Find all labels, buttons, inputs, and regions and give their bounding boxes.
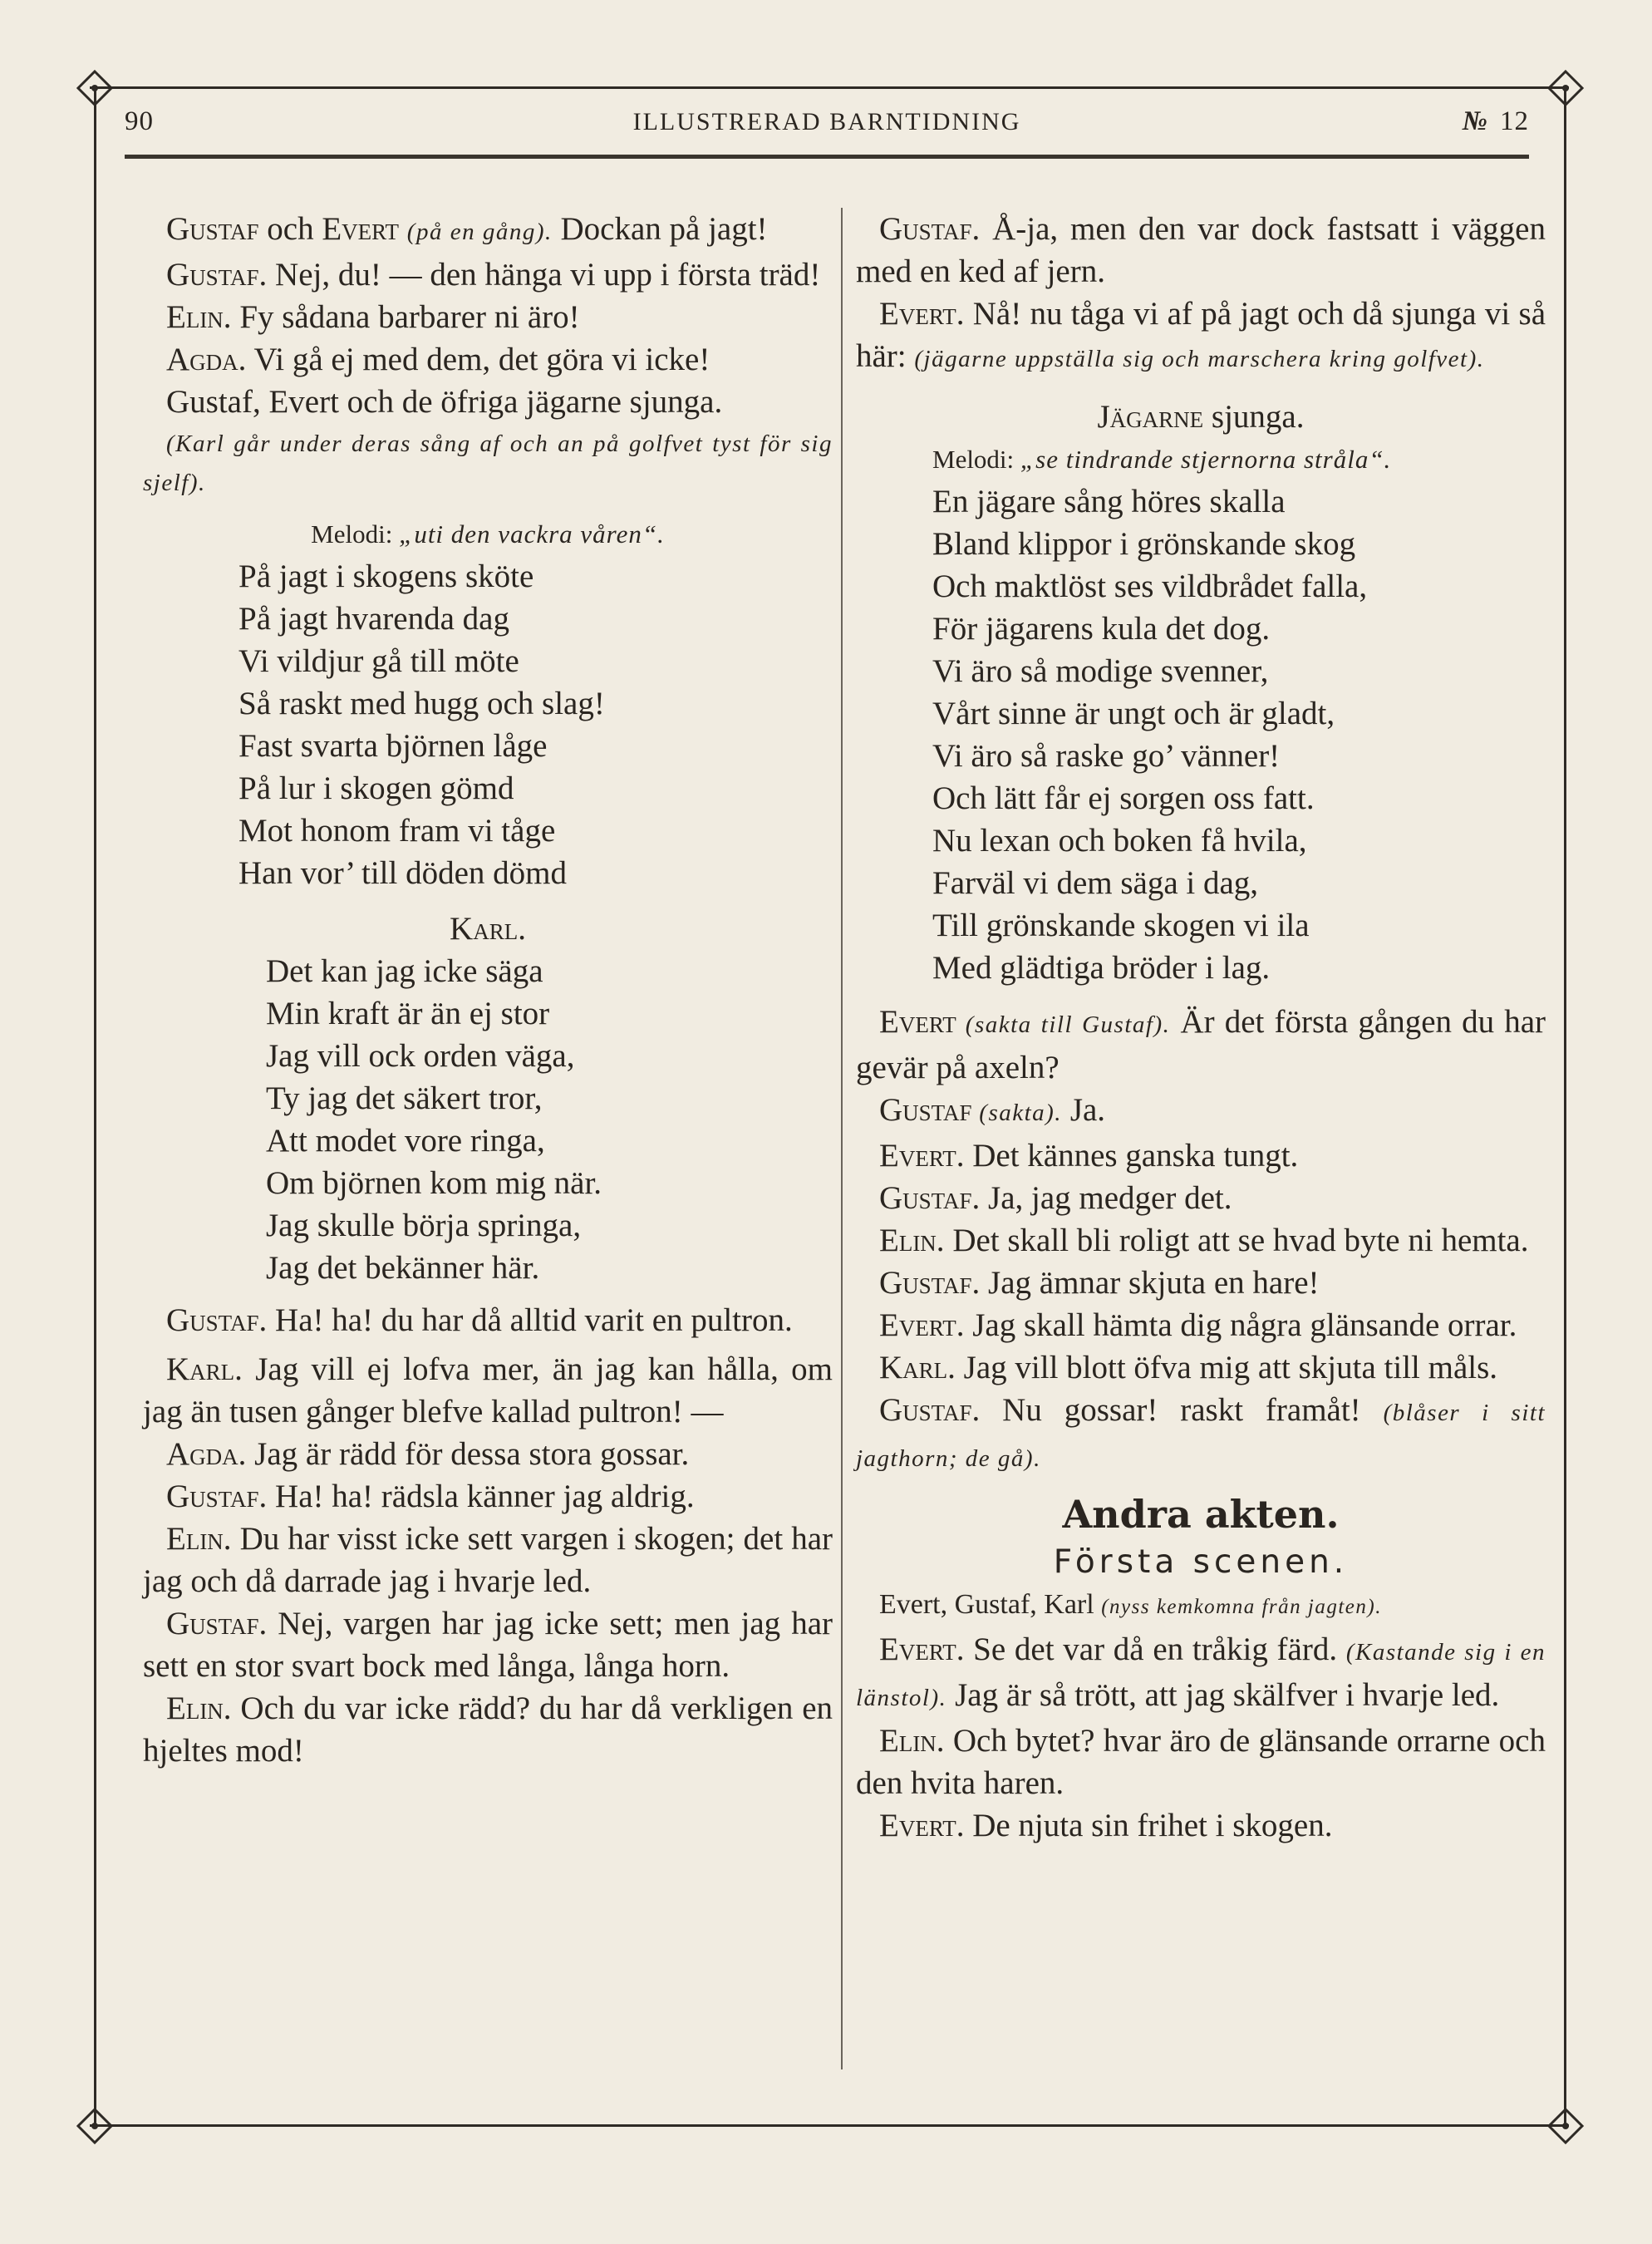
song-heading [856, 396, 1546, 438]
issue-mark: № [1462, 106, 1488, 136]
speaker: Elin. [166, 1690, 232, 1726]
verse-line: Ty jag det säkert tror, [266, 1080, 543, 1116]
dialogue-line [856, 208, 1546, 293]
speaker: Gustaf. [879, 1392, 981, 1428]
left-column [143, 208, 833, 1772]
speaker: Gustaf. [879, 1265, 981, 1301]
verse-line: Fast svarta björnen låge [238, 728, 548, 764]
melody-note [932, 438, 1546, 480]
dialogue-line [143, 296, 833, 338]
speaker: Gustaf. [166, 1606, 268, 1641]
dialogue-line [143, 338, 833, 381]
verse-line: Till grönskande skogen vi ila [932, 908, 1310, 943]
speaker: Gustaf. [166, 1479, 268, 1514]
column-divider [841, 208, 843, 2069]
dialogue-line [856, 1389, 1546, 1480]
corner-ornament-icon [1547, 70, 1584, 106]
dialogue-text: Är det första gången du har gevär på axeln? [856, 1004, 1546, 1085]
verse-line: Farväl vi dem säga i dag, [932, 865, 1259, 901]
verse-line: Jag skulle börja springa, [266, 1208, 582, 1243]
conjunction: och [258, 211, 322, 247]
speaker: Evert. [879, 296, 965, 332]
dialogue-text: Nej, du! — den hänga vi upp i första träd! [267, 257, 821, 293]
frame-left-rule [94, 86, 96, 2127]
corner-ornament-icon [1547, 2108, 1584, 2144]
dialogue-line [143, 1299, 833, 1341]
dialogue-line [856, 1001, 1546, 1089]
song-verse [238, 555, 833, 894]
speaker: Gustaf [166, 211, 259, 247]
verse-line: Jag det bekänner här. [266, 1250, 540, 1286]
dialogue-line [143, 1687, 833, 1772]
verse-line: Bland klippor i grönskande skog [932, 526, 1356, 562]
verse-line: Han vor’ till döden dömd [238, 855, 567, 891]
speaker: Elin. [166, 1521, 232, 1557]
stage-direction: (nyss kemkomna från jagten). [1101, 1596, 1382, 1618]
song-verse [932, 480, 1546, 989]
frame-right-rule [1564, 86, 1566, 2127]
dialogue-text: Se det var då en tråkig färd. [964, 1631, 1346, 1667]
verse-line: Vårt sinne är ungt och är gladt, [932, 696, 1335, 731]
dialogue-line [856, 1346, 1546, 1389]
dialogue-text: Fy sådana barbarer ni äro! [231, 299, 580, 335]
publication-title: ILLUSTRERAD BARNTIDNING [632, 108, 1021, 135]
verse-line: Och maktlöst ses vildbrådet falla, [932, 568, 1368, 604]
speaker: Evert. [879, 1307, 965, 1343]
verse-line: Så raskt med hugg och slag! [238, 686, 605, 721]
act-title: Andra akten. [1062, 1492, 1340, 1537]
stage-direction: (Karl går under deras sång af och an på golfvet tyst för sig sjelf). [143, 431, 833, 496]
speaker: Evert. [879, 1808, 965, 1843]
verse-line: Om björnen kom mig när. [266, 1165, 602, 1201]
corner-ornament-icon [76, 2108, 113, 2144]
page-number: 90 [125, 106, 154, 136]
speaker: Gustaf. [879, 1180, 981, 1216]
verse-line: Med glädtiga bröder i lag. [932, 950, 1271, 986]
stage-note [143, 381, 833, 423]
song-verse [266, 950, 833, 1289]
dialogue-line [856, 1177, 1546, 1219]
dialogue-line [856, 1134, 1546, 1177]
dialogue-line [856, 1089, 1546, 1134]
verse-line: För jägarens kula det dog. [932, 611, 1271, 647]
dialogue-text: Ha! ha! du har då alltid varit en pultron. [267, 1302, 793, 1338]
verse-line: Och lätt får ej sorgen oss fatt. [932, 780, 1315, 816]
stage-direction: (sakta till Gustaf). [956, 1011, 1171, 1038]
speaker: Karl. [879, 1350, 956, 1385]
verse-line: En jägare sång höres skalla [932, 484, 1286, 519]
speaker: Gustaf. [166, 1302, 268, 1338]
dialogue-text: Nu gossar! raskt framåt! [980, 1392, 1384, 1428]
speaker: Gustaf [879, 1092, 972, 1128]
speaker: Jägarne [1097, 399, 1204, 435]
dialogue-text: Vi gå ej med dem, det göra vi icke! [246, 342, 710, 377]
verse-line: På lur i skogen gömd [238, 770, 514, 806]
header-rule [125, 155, 1529, 159]
stage-direction: (Kastande sig i en länstol). [856, 1639, 1546, 1711]
corner-ornament-icon [76, 70, 113, 106]
speaker: Elin. [879, 1223, 945, 1258]
dialogue-text: Du har visst icke sett vargen i skogen; det har jag och då darrade jag i hvarje led. [143, 1521, 833, 1599]
stage-direction: (på en gång). [406, 219, 553, 245]
speaker-heading: Karl. [450, 911, 526, 947]
cast-list [856, 1583, 1546, 1628]
stage-note [143, 423, 833, 501]
verse-line: På jagt hvarenda dag [238, 601, 509, 637]
dialogue-line [143, 1602, 833, 1687]
dialogue-line [856, 293, 1546, 381]
running-header [125, 100, 1529, 150]
dialogue-text: Ja. [1062, 1092, 1106, 1128]
dialogue-text: Ha! ha! rädsla känner jag aldrig. [267, 1479, 695, 1514]
dialogue-text: Jag ämnar skjuta en hare! [980, 1265, 1320, 1301]
dialogue-text: Å-ja, men den var dock fastsatt i väggen med en ked af jern. [856, 211, 1546, 289]
stage-direction: (sakta). [971, 1100, 1063, 1126]
speaker: Elin. [166, 299, 232, 335]
dialogue-text: Nej, vargen har jag icke sett; men jag har sett en stor svart bock med långa, långa horn. [143, 1606, 833, 1684]
verse-line: Min kraft är än ej stor [266, 996, 550, 1031]
dialogue-line [856, 1720, 1546, 1804]
stage-direction: (jägarne uppställa sig och marschera kring golfvet). [914, 346, 1485, 372]
dialogue-text: Jag vill blott öfva mig att skjuta till måls. [955, 1350, 1498, 1385]
dialogue-line [856, 1304, 1546, 1346]
dialogue-text: Dockan på jagt! [552, 211, 768, 247]
melody-label: Melodi: [932, 445, 1020, 474]
dialogue-line [856, 1628, 1546, 1720]
speaker: Gustaf. [879, 211, 981, 247]
dialogue-line [856, 1262, 1546, 1304]
stage-text: Gustaf, Evert och de öfriga jägarne sjunga. [166, 384, 723, 420]
verse-line: Att modet vore ringa, [266, 1123, 545, 1159]
dialogue-text: Jag är så trött, att jag skälfver i hvarje led. [946, 1677, 1500, 1713]
speaker: Elin. [879, 1723, 945, 1759]
speaker: Evert. [879, 1138, 965, 1174]
dialogue-text: Jag är rädd för dessa stora gossar. [246, 1436, 690, 1472]
dialogue-text: De njuta sin frihet i skogen. [964, 1808, 1333, 1843]
verse-line: Vi äro så modige svenner, [932, 653, 1269, 689]
dialogue-line [143, 1348, 833, 1433]
dialogue-text: Jag vill ej lofva mer, än jag kan hålla, om jag än tusen gånger blefve kallad pultron! — [143, 1351, 833, 1430]
melody-title: „se tindrande stjernorna stråla“. [1020, 445, 1392, 474]
dialogue-text: Och bytet? hvar äro de glänsande orrarne och den hvita haren. [856, 1723, 1546, 1801]
speaker: Gustaf. [166, 257, 268, 293]
frame-bottom-rule [90, 2124, 1569, 2127]
dialogue-text: Ja, jag medger det. [980, 1180, 1232, 1216]
speaker: Evert [322, 211, 400, 247]
stage-direction: (blåser i sitt jagthorn; de gå). [856, 1400, 1546, 1472]
melody-label: Melodi: [311, 519, 400, 549]
verse-line: På jagt i skogens sköte [238, 559, 534, 594]
dialogue-line [143, 208, 833, 253]
dialogue-line [143, 1433, 833, 1475]
speaker: Agda. [166, 1436, 247, 1472]
speaker: Agda. [166, 342, 247, 377]
dialogue-text: Och du var icke rädd? du har då verkligen en hjeltes mod! [143, 1690, 833, 1769]
verse-line: Vi äro så raske go’ vänner! [932, 738, 1281, 774]
dialogue-text: Det kännes ganska tungt. [964, 1138, 1299, 1174]
verse-line: Mot honom fram vi tåge [238, 813, 556, 849]
speaker: Evert. [879, 1631, 965, 1667]
issue-number-value: 12 [1500, 106, 1529, 136]
dialogue-text: Nå! nu tåga vi af på jagt och då sjunga vi så här: [856, 296, 1546, 374]
dialogue-text: Det skall bli roligt att se hvad byte ni hemta. [944, 1223, 1529, 1258]
dialogue-line [143, 1475, 833, 1518]
frame-top-rule [90, 86, 1569, 89]
dialogue-line [856, 1804, 1546, 1847]
speaker: Evert [879, 1004, 956, 1040]
cast-text: Evert, Gustaf, Karl [879, 1589, 1102, 1620]
melody-title: „uti den vackra våren“. [399, 519, 665, 549]
dialogue-line [143, 253, 833, 296]
song-heading-text: sjunga. [1203, 399, 1305, 435]
melody-note [143, 513, 833, 555]
dialogue-line [856, 1219, 1546, 1262]
verse-line: Nu lexan och boken få hvila, [932, 823, 1307, 859]
dialogue-text: Jag skall hämta dig några glänsande orrar. [964, 1307, 1517, 1343]
issue-number [1463, 106, 1529, 137]
speaker: Karl. [166, 1351, 243, 1387]
right-column [856, 208, 1546, 1847]
scene-title: Första scenen. [1053, 1543, 1349, 1581]
verse-line: Jag vill ock orden väga, [266, 1038, 575, 1074]
verse-line: Vi vildjur gå till möte [238, 643, 519, 679]
dialogue-line [143, 1518, 833, 1602]
verse-line: Det kan jag icke säga [266, 953, 543, 989]
